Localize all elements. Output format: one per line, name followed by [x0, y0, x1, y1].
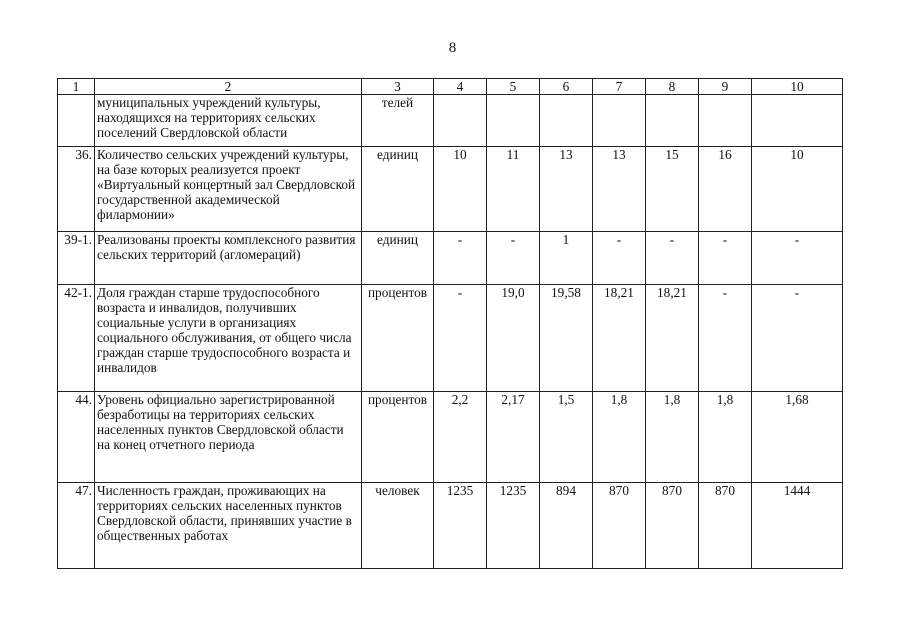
value-cell [434, 95, 487, 147]
row-number: 47. [58, 483, 95, 569]
table-row [58, 232, 843, 285]
value-cell: 10 [434, 147, 487, 232]
value-cell: 2,17 [487, 392, 540, 483]
value-cell: - [593, 232, 646, 285]
table-row [58, 392, 843, 483]
page-number: 8 [448, 40, 457, 56]
value-cell: - [699, 232, 752, 285]
indicator-name: Количество сельских учреждений культуры, на базе которых реализуется проект «Виртуальный концертный зал Свердловской государственной академической филармонии» [95, 147, 362, 232]
value-cell: - [699, 285, 752, 392]
indicators-table [57, 78, 843, 569]
value-cell: 19,0 [487, 285, 540, 392]
unit: телей [362, 95, 434, 147]
unit: единиц [362, 147, 434, 232]
value-cell: 13 [593, 147, 646, 232]
column-header: 5 [487, 79, 540, 95]
value-cell: 1,68 [752, 392, 843, 483]
value-cell [646, 95, 699, 147]
indicator-name: Численность граждан, проживающих на территориях сельских населенных пунктов Свердловской области, принявших участие в общественных работах [95, 483, 362, 569]
value-cell: 18,21 [646, 285, 699, 392]
column-header: 4 [434, 79, 487, 95]
header-row [58, 79, 843, 95]
value-cell: 870 [646, 483, 699, 569]
column-header: 1 [58, 79, 95, 95]
value-cell [752, 95, 843, 147]
value-cell: 870 [699, 483, 752, 569]
value-cell: - [487, 232, 540, 285]
value-cell [540, 95, 593, 147]
column-header: 10 [752, 79, 843, 95]
value-cell [487, 95, 540, 147]
value-cell: 11 [487, 147, 540, 232]
value-cell: 1,8 [646, 392, 699, 483]
value-cell: 870 [593, 483, 646, 569]
value-cell: 1,8 [699, 392, 752, 483]
unit: процентов [362, 285, 434, 392]
value-cell: - [434, 285, 487, 392]
table-row [58, 285, 843, 392]
indicator-name: Реализованы проекты комплексного развития сельских территорий (агломераций) [95, 232, 362, 285]
value-cell [593, 95, 646, 147]
unit: процентов [362, 392, 434, 483]
column-header: 2 [95, 79, 362, 95]
value-cell: 13 [540, 147, 593, 232]
column-header: 8 [646, 79, 699, 95]
value-cell: 19,58 [540, 285, 593, 392]
row-number: 36. [58, 147, 95, 232]
unit: единиц [362, 232, 434, 285]
row-number [58, 95, 95, 147]
value-cell: 1235 [487, 483, 540, 569]
indicator-name: Уровень официально зарегистрированной безработицы на территориях сельских населенных пунктов Свердловской области на конец отчетного периода [95, 392, 362, 483]
column-header: 6 [540, 79, 593, 95]
value-cell: 1235 [434, 483, 487, 569]
value-cell: 10 [752, 147, 843, 232]
value-cell: 1,8 [593, 392, 646, 483]
column-header: 3 [362, 79, 434, 95]
unit: человек [362, 483, 434, 569]
value-cell: - [752, 232, 843, 285]
value-cell: 1,5 [540, 392, 593, 483]
row-number: 39-1. [58, 232, 95, 285]
value-cell: 18,21 [593, 285, 646, 392]
value-cell: - [752, 285, 843, 392]
table-row [58, 483, 843, 569]
value-cell: 1444 [752, 483, 843, 569]
row-number: 44. [58, 392, 95, 483]
indicator-name: муниципальных учреждений культуры, находящихся на территориях сельских поселений Свердловской области [95, 95, 362, 147]
value-cell: 894 [540, 483, 593, 569]
value-cell: 1 [540, 232, 593, 285]
value-cell: - [646, 232, 699, 285]
value-cell [699, 95, 752, 147]
table-row [58, 147, 843, 232]
column-header: 7 [593, 79, 646, 95]
indicator-name: Доля граждан старше трудоспособного возраста и инвалидов, получивших социальные услуги в организациях социального обслуживания, от общего числа граждан старше трудоспособного возраста и инвалидов [95, 285, 362, 392]
column-header: 9 [699, 79, 752, 95]
value-cell: - [434, 232, 487, 285]
value-cell: 2,2 [434, 392, 487, 483]
value-cell: 16 [699, 147, 752, 232]
value-cell: 15 [646, 147, 699, 232]
table-row [58, 95, 843, 147]
row-number: 42-1. [58, 285, 95, 392]
